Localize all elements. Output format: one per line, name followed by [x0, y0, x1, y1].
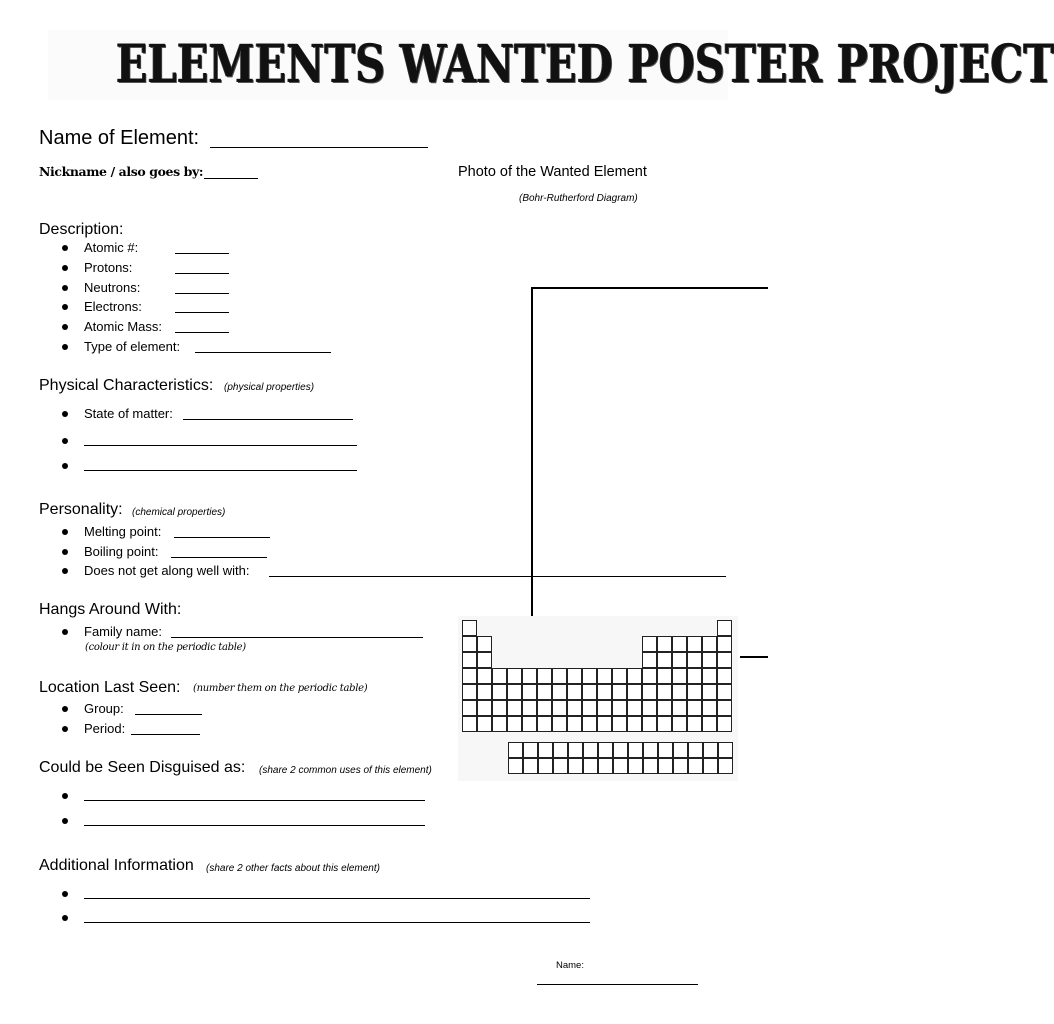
- periodic-table-f-block-cell: [673, 742, 688, 758]
- periodic-table-cell: [552, 700, 567, 716]
- periodic-table-cell: [702, 716, 717, 732]
- periodic-table-cell: [477, 700, 492, 716]
- periodic-table-cell: [612, 716, 627, 732]
- disguised-heading: Could be Seen Disguised as:: [39, 759, 246, 776]
- bullet: [62, 549, 68, 555]
- physical-note: (physical properties): [224, 382, 315, 393]
- periodic-table-cell: [582, 716, 597, 732]
- periodic-table-cell: [717, 636, 732, 652]
- periodic-table-cell: [597, 700, 612, 716]
- periodic-table-cell: [702, 636, 717, 652]
- periodic-table-cell: [687, 636, 702, 652]
- periodic-table-cell: [462, 636, 477, 652]
- periodic-table-cell: [627, 716, 642, 732]
- periodic-table-f-block-cell: [703, 742, 718, 758]
- periodic-table-f-block-cell: [598, 758, 613, 774]
- periodic-table-cell: [672, 684, 687, 700]
- periodic-table-cell: [462, 652, 477, 668]
- periodic-table-cell: [582, 684, 597, 700]
- periodic-table-cell: [687, 652, 702, 668]
- protons-label: Protons:: [84, 260, 133, 275]
- family-name-label: Family name:: [84, 624, 163, 639]
- periodic-table-cell: [552, 684, 567, 700]
- disguised-blank-line[interactable]: [84, 800, 425, 801]
- photo-subtitle: (Bohr-Rutherford Diagram): [519, 193, 638, 204]
- periodic-table-f-block-cell: [628, 758, 643, 774]
- bullet: [62, 265, 68, 271]
- periodic-table-cell: [492, 716, 507, 732]
- bullet: [62, 438, 68, 444]
- protons-blank[interactable]: [175, 273, 229, 274]
- periodic-table-f-block-cell: [583, 758, 598, 774]
- periodic-table-cell: [522, 668, 537, 684]
- periodic-table-cell: [672, 668, 687, 684]
- bullet: [62, 793, 68, 799]
- periodic-table-cell: [537, 716, 552, 732]
- physical-blank-line[interactable]: [84, 470, 357, 471]
- electrons-label: Electrons:: [84, 299, 142, 314]
- location-heading: Location Last Seen:: [39, 679, 181, 696]
- physical-blank-line[interactable]: [84, 445, 357, 446]
- nickname-blank[interactable]: [204, 178, 258, 179]
- periodic-table-cell: [582, 668, 597, 684]
- periodic-table-cell: [462, 716, 477, 732]
- periodic-table-cell: [462, 684, 477, 700]
- bullet: [62, 891, 68, 897]
- periodic-table-cell: [672, 652, 687, 668]
- description-heading: Description:: [39, 221, 124, 238]
- periodic-table-cell: [522, 700, 537, 716]
- group-blank[interactable]: [135, 714, 202, 715]
- periodic-table-cell: [717, 620, 732, 636]
- periodic-table-cell: [717, 700, 732, 716]
- location-note: (number them on the periodic table): [193, 683, 368, 694]
- periodic-table-cell: [597, 684, 612, 700]
- periodic-table-cell: [507, 684, 522, 700]
- periodic-table-cell: [462, 700, 477, 716]
- periodic-table-cell: [702, 668, 717, 684]
- bullet: [62, 915, 68, 921]
- periodic-table-cell: [642, 668, 657, 684]
- periodic-table-cell: [687, 668, 702, 684]
- periodic-table-f-block-cell: [703, 758, 718, 774]
- periodic-table-cell: [717, 668, 732, 684]
- state-of-matter-label: State of matter:: [84, 406, 173, 421]
- periodic-table-cell: [462, 620, 477, 636]
- state-of-matter-blank[interactable]: [183, 419, 353, 420]
- hangs-heading: Hangs Around With:: [39, 601, 182, 618]
- periodic-table-cell: [477, 716, 492, 732]
- periodic-table-f-block-cell: [613, 758, 628, 774]
- bullet: [62, 463, 68, 469]
- periodic-table-cell: [567, 716, 582, 732]
- atomic-number-blank[interactable]: [175, 253, 229, 254]
- periodic-table-f-block-cell: [658, 742, 673, 758]
- periodic-table-cell: [627, 684, 642, 700]
- periodic-table-cell: [477, 684, 492, 700]
- periodic-table-cell: [687, 716, 702, 732]
- periodic-table-f-block-cell: [538, 742, 553, 758]
- neutrons-label: Neutrons:: [84, 280, 141, 295]
- footer-name-label: Name:: [556, 960, 584, 971]
- photo-frame-right-tick: [740, 656, 768, 658]
- footer-name-blank[interactable]: [537, 984, 698, 985]
- periodic-table-cell: [537, 684, 552, 700]
- additional-blank-line[interactable]: [84, 898, 590, 899]
- periodic-table-f-block-cell: [598, 742, 613, 758]
- periodic-table-f-block-cell: [643, 742, 658, 758]
- periodic-table-f-block-cell: [583, 742, 598, 758]
- bullet: [62, 726, 68, 732]
- additional-note: (share 2 other facts about this element): [206, 863, 380, 874]
- periodic-table-cell: [627, 668, 642, 684]
- periodic-table-cell: [522, 716, 537, 732]
- additional-heading: Additional Information: [39, 857, 194, 874]
- periodic-table-cell: [567, 700, 582, 716]
- bullet: [62, 245, 68, 251]
- periodic-table-cell: [597, 668, 612, 684]
- periodic-table-cell: [492, 668, 507, 684]
- periodic-table-cell: [717, 684, 732, 700]
- period-label: Period:: [84, 721, 126, 736]
- periodic-table-cell: [657, 684, 672, 700]
- photo-title: Photo of the Wanted Element: [458, 164, 647, 180]
- physical-heading: Physical Characteristics:: [39, 377, 214, 394]
- type-of-element-blank[interactable]: [195, 352, 331, 353]
- periodic-table-f-block-cell: [538, 758, 553, 774]
- periodic-table-cell: [657, 716, 672, 732]
- periodic-table-f-block-cell: [553, 758, 568, 774]
- periodic-table-cell: [612, 668, 627, 684]
- atomic-mass-label: Atomic Mass:: [84, 319, 163, 334]
- bullet: [62, 629, 68, 635]
- does-not-get-along-label: Does not get along well with:: [84, 563, 250, 578]
- periodic-table-f-block-cell: [568, 742, 583, 758]
- bullet: [62, 411, 68, 417]
- periodic-table-cell: [657, 668, 672, 684]
- periodic-table-cell: [657, 700, 672, 716]
- family-name-blank[interactable]: [171, 637, 423, 638]
- periodic-table-cell: [702, 700, 717, 716]
- additional-blank-line[interactable]: [84, 922, 590, 923]
- periodic-table-cell: [642, 684, 657, 700]
- bullet: [62, 344, 68, 350]
- photo-frame-left: [531, 287, 533, 617]
- periodic-table-cell: [537, 668, 552, 684]
- nickname-label: Nickname / also goes by:: [39, 164, 204, 179]
- periodic-table-f-block-cell: [613, 742, 628, 758]
- bullet: [62, 324, 68, 330]
- atomic-number-label: Atomic #:: [84, 240, 139, 255]
- periodic-table-cell: [642, 652, 657, 668]
- periodic-table-f-block-cell: [718, 742, 733, 758]
- disguised-blank-line[interactable]: [84, 825, 425, 826]
- periodic-table-cell: [462, 668, 477, 684]
- melting-point-label: Melting point:: [84, 524, 162, 539]
- periodic-table-cell: [687, 684, 702, 700]
- periodic-table-f-block-cell: [718, 758, 733, 774]
- melting-point-blank[interactable]: [174, 537, 270, 538]
- bullet: [62, 568, 68, 574]
- group-label: Group:: [84, 701, 124, 716]
- periodic-table-cell: [672, 636, 687, 652]
- periodic-table-cell: [612, 684, 627, 700]
- periodic-table-cell: [477, 636, 492, 652]
- periodic-table-cell: [717, 652, 732, 668]
- disguised-note: (share 2 common uses of this element): [259, 765, 432, 776]
- periodic-table-cell: [657, 652, 672, 668]
- atomic-mass-blank[interactable]: [175, 332, 229, 333]
- bullet: [62, 285, 68, 291]
- periodic-table-f-block-cell: [523, 758, 538, 774]
- periodic-table-cell: [477, 652, 492, 668]
- electrons-blank[interactable]: [175, 312, 229, 313]
- periodic-table-cell: [627, 700, 642, 716]
- periodic-table-cell: [522, 684, 537, 700]
- periodic-table-cell: [702, 684, 717, 700]
- period-blank[interactable]: [131, 734, 200, 735]
- periodic-table-f-block-cell: [688, 758, 703, 774]
- periodic-table-f-block-cell: [568, 758, 583, 774]
- periodic-table-f-block-cell: [508, 742, 523, 758]
- periodic-table-f-block-cell: [628, 742, 643, 758]
- periodic-table-f-block-cell: [508, 758, 523, 774]
- title-banner: [48, 30, 1054, 100]
- periodic-table-f-block-cell: [658, 758, 673, 774]
- type-of-element-label: Type of element:: [84, 339, 181, 354]
- periodic-table-cell: [552, 668, 567, 684]
- periodic-table-cell: [597, 716, 612, 732]
- periodic-table-cell: [567, 668, 582, 684]
- periodic-table-f-block-cell: [673, 758, 688, 774]
- periodic-table-cell: [507, 700, 522, 716]
- boiling-point-blank[interactable]: [171, 557, 267, 558]
- periodic-table-cell: [687, 700, 702, 716]
- periodic-table-cell: [612, 700, 627, 716]
- periodic-table-cell: [492, 700, 507, 716]
- bullet: [62, 304, 68, 310]
- periodic-table-cell: [672, 700, 687, 716]
- photo-frame-top: [531, 287, 768, 289]
- does-not-get-along-blank[interactable]: [269, 576, 726, 577]
- hangs-note: (colour it in on the periodic table): [85, 642, 246, 653]
- periodic-table-cell: [477, 668, 492, 684]
- periodic-table-cell: [507, 716, 522, 732]
- periodic-table-f-block-cell: [553, 742, 568, 758]
- periodic-table-cell: [507, 668, 522, 684]
- page-title: ELEMENTS WANTED POSTER PROJECT: [116, 34, 1054, 95]
- bullet: [62, 529, 68, 535]
- periodic-table-cell: [567, 684, 582, 700]
- periodic-table-cell: [717, 716, 732, 732]
- periodic-table-cell: [582, 700, 597, 716]
- periodic-table-cell: [642, 636, 657, 652]
- personality-heading: Personality:: [39, 501, 123, 518]
- periodic-table-f-block-cell: [523, 742, 538, 758]
- name-of-element-label: Name of Element:: [39, 127, 200, 149]
- periodic-table-cell: [537, 700, 552, 716]
- periodic-table-f-block-cell: [688, 742, 703, 758]
- periodic-table-cell: [552, 716, 567, 732]
- periodic-table-cell: [492, 684, 507, 700]
- periodic-table-cell: [642, 716, 657, 732]
- periodic-table-cell: [702, 652, 717, 668]
- boiling-point-label: Boiling point:: [84, 544, 159, 559]
- name-of-element-blank[interactable]: [210, 147, 428, 148]
- periodic-table-diagram: [458, 616, 738, 781]
- bullet: [62, 706, 68, 712]
- periodic-table-cell: [657, 636, 672, 652]
- personality-note: (chemical properties): [132, 507, 226, 518]
- periodic-table-cell: [672, 716, 687, 732]
- bullet: [62, 818, 68, 824]
- periodic-table-f-block-cell: [643, 758, 658, 774]
- periodic-table-cell: [642, 700, 657, 716]
- neutrons-blank[interactable]: [175, 293, 229, 294]
